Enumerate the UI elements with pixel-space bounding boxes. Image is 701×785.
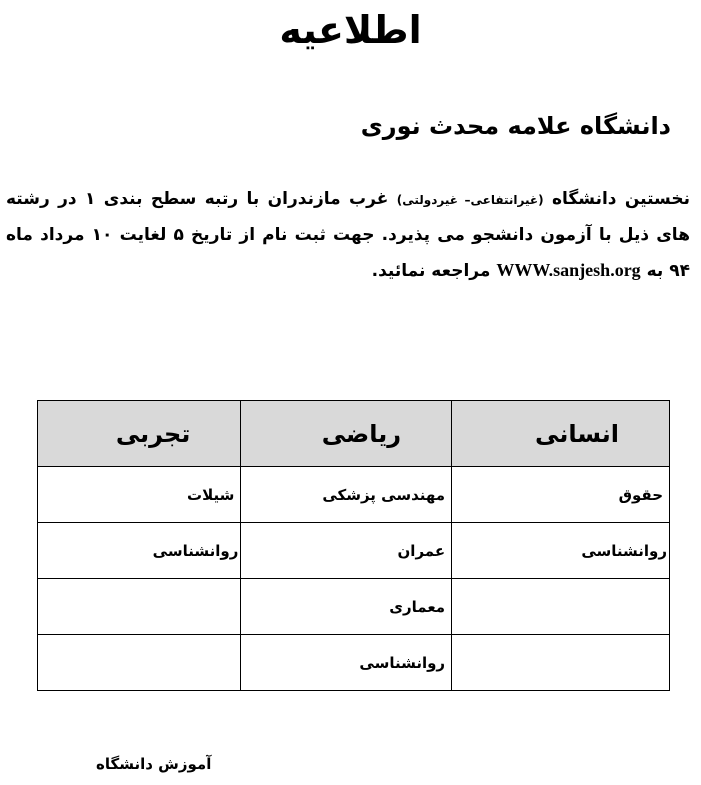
table-cell: مهندسی پزشکی [241, 467, 452, 523]
university-name: دانشگاه علامه محدث نوری [360, 112, 671, 140]
table-cell: روانشناسی [241, 635, 452, 691]
table-header-row [38, 401, 670, 467]
table-cell: حقوق [452, 467, 670, 523]
table-cell [452, 579, 670, 635]
table-cell: معماری [241, 579, 452, 635]
table-cell: روانشناسی [452, 523, 670, 579]
table-cell [452, 635, 670, 691]
table-cell: عمران [241, 523, 452, 579]
table-row [38, 523, 670, 579]
table-row [38, 635, 670, 691]
header-humanities: انسانی [452, 401, 670, 467]
announcement-body [6, 182, 690, 289]
body-closing: مراجعه نمائید. [371, 261, 491, 281]
table-cell: شیلات [38, 467, 241, 523]
header-math: ریاضی [241, 401, 452, 467]
table-cell: روانشناسی [38, 523, 241, 579]
signature: آموزش دانشگاه [96, 755, 212, 773]
body-lead: نخستین دانشگاه [551, 189, 690, 209]
table-row [38, 467, 670, 523]
body-paren: (غیرانتفاعی– غیردولتی) [396, 193, 544, 207]
header-science: تجربی [38, 401, 241, 467]
website-link[interactable]: WWW.sanjesh.org [496, 260, 641, 280]
announcement-title: اطلاعیه [279, 8, 422, 52]
fields-table [37, 400, 670, 691]
table-cell [38, 579, 241, 635]
table-cell [38, 635, 241, 691]
body-text: غرب مازندران با رتبه سطح بندی ۱ در رشته های ذیل با آزمون دانشجو می پذیرد. جهت ثبت نام از تاریخ ۵ لغایت ۱۰ مرداد ماه ۹۴ به [6, 189, 690, 281]
table-row [38, 579, 670, 635]
